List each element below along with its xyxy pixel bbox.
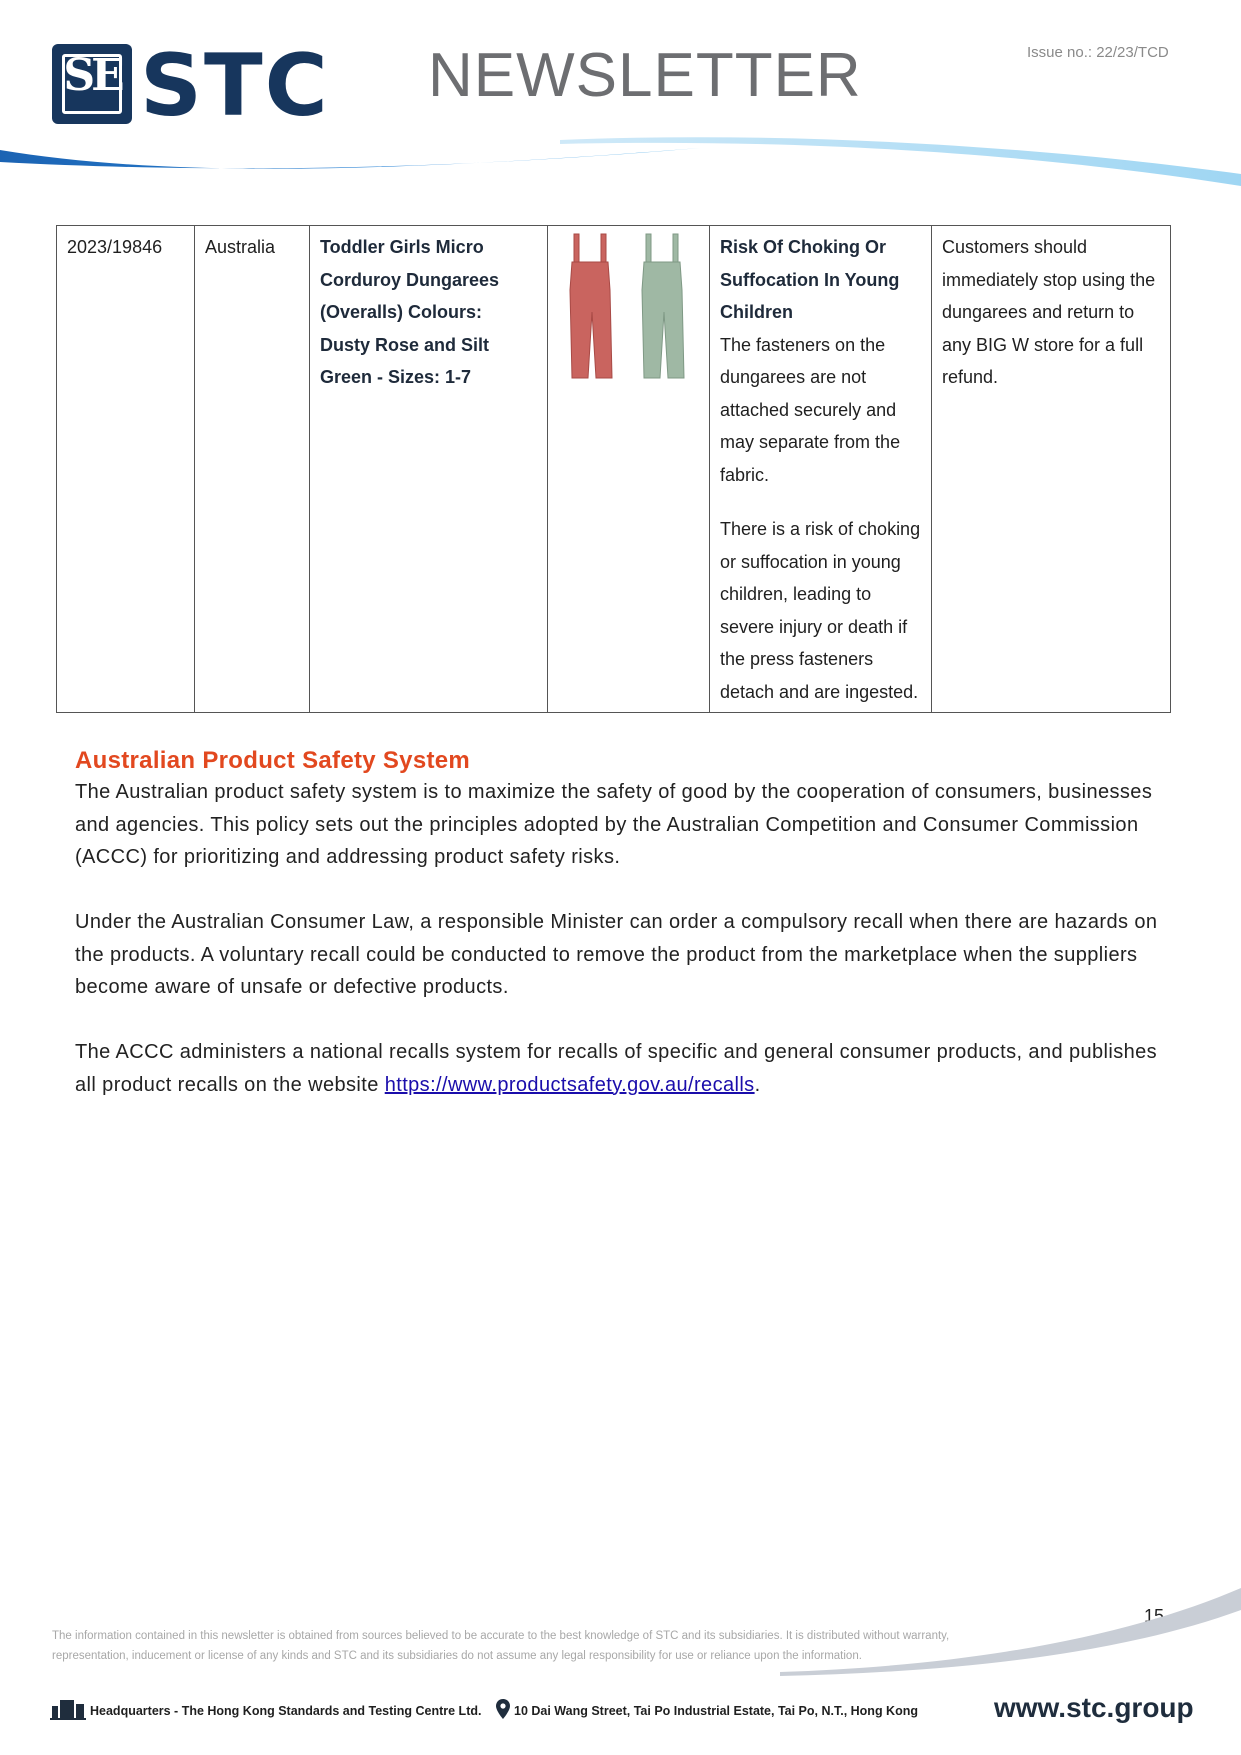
paragraph-end: . [754, 1073, 761, 1096]
header [0, 0, 1241, 200]
disclaimer: The information contained in this newsletter is obtained from sources believed to be accurate to the best knowledge of STC and its subsidiaries. It is distributed without warranty, representation, inducement or license of any kinds and STC and its subsidiaries do not assume any legal responsibility for use or reliance upon the information. [52, 1630, 950, 1662]
newsletter-title: NEWSLETTER [428, 41, 862, 110]
recall-table [56, 225, 1171, 713]
headquarters-text: Headquarters - The Hong Kong Standards and Testing Centre Ltd. [90, 1704, 482, 1718]
paragraph: The Australian product safety system is to maximize the safety of good by the cooperation of consumers, businesses and agencies. This policy sets out the principles adopted by the Australian Competition and Consumer Commission (ACCC) for prioritizing and addressing product safety risks. [75, 781, 1153, 868]
footer-bar [50, 1690, 1194, 1730]
product-cell: Toddler Girls Micro Corduroy Dungarees (Overalls) Colours: Dusty Rose and Silt Green - Sizes: 1-7 [310, 226, 548, 713]
issue-number: Issue no.: 22/23/TCD [1027, 44, 1169, 61]
paragraph [75, 1036, 1175, 1101]
paragraph-text: The ACCC administers a national recalls system for recalls of specific and general consumer products, and publishes all product recalls on the website [75, 1041, 1158, 1096]
reference-cell: 2023/19846 [57, 226, 195, 713]
risk-cell [710, 226, 932, 713]
recalls-link[interactable]: https://www.productsafety.gov.au/recalls [384, 1073, 755, 1096]
product-image-cell [548, 226, 710, 713]
paragraph: Under the Australian Consumer Law, a responsible Minister can order a compulsory recall when there are hazards on the products. A voluntary recall could be conducted to remove the product from the marketplace when the suppliers become aware of unsafe or defective products. [75, 911, 1158, 998]
header-swoosh-graphic [0, 130, 1241, 200]
address-text: 10 Dai Wang Street, Tai Po Industrial Estate, Tai Po, N.T., Hong Kong [514, 1704, 918, 1718]
risk-detail: There is a risk of choking or suffocation in young children, leading to severe injury or death if the press fasteners detach and are ingested. [720, 519, 921, 702]
risk-title: Risk Of Choking Or Suffocation In Young Children [720, 237, 900, 322]
stc-logo-mark: SE [52, 44, 132, 124]
page-number: 15 [1144, 1606, 1165, 1626]
risk-detail: The fasteners on the dungarees are not attached securely and may separate from the fabric. [720, 334, 901, 485]
location-pin-icon [496, 1699, 510, 1719]
stc-logo [52, 36, 352, 136]
stc-logo-text: STC [140, 36, 330, 136]
country-cell: Australia [195, 226, 310, 713]
table-row [57, 226, 1171, 713]
section-title: Australian Product Safety System [75, 747, 471, 774]
building-icon [50, 1698, 86, 1720]
remedy-cell: Customers should immediately stop using the dungarees and return to any BIG W store for a full refund. [932, 226, 1171, 713]
website-link[interactable]: www.stc.group [994, 1692, 1194, 1723]
dungarees-photo-icon [554, 230, 704, 390]
